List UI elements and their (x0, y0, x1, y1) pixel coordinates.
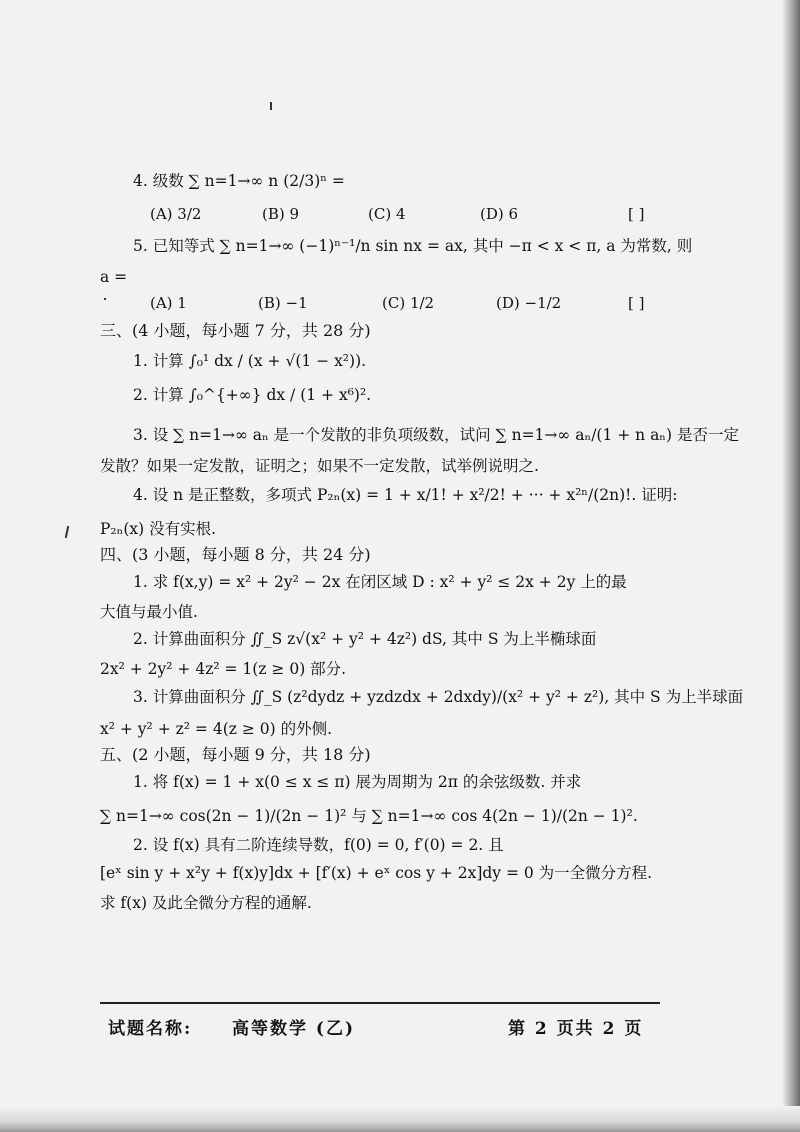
scan-shadow-bottom (0, 1106, 800, 1132)
footer-label: 试题名称: (108, 1019, 193, 1039)
section-3-question-4: 4. 设 n 是正整数，多项式 P₂ₙ(x) = 1 + x/1! + x²/2! + ··· + x²ⁿ/(2n)!. 证明: (133, 486, 678, 504)
section-4-question-2: 2. 计算曲面积分 ∬_S z√(x² + y² + 4z²) dS, 其中 S 为上半椭球面 (133, 630, 597, 648)
section-3-question-3: 3. 设 ∑ n=1→∞ aₙ 是一个发散的非负项级数，试问 ∑ n=1→∞ aₙ/(1 + n aₙ) 是否一定 (133, 426, 739, 444)
section-5-question-2-end: 求 f(x) 及此全微分方程的通解. (100, 894, 312, 912)
section-4-title: 四、(3 小题，每小题 8 分，共 24 分) (100, 545, 371, 564)
scan-shadow-right (782, 0, 800, 1132)
section-3-question-3-cont: 发散？如果一定发散，证明之；如果不一定发散，试举例说明之. (100, 457, 539, 475)
question-5-tail: a = (100, 268, 128, 286)
footer-rule (100, 1002, 660, 1004)
scan-speck (104, 298, 106, 300)
section-3-question-1: 1. 计算 ∫₀¹ dx / (x + √(1 − x²)). (133, 352, 367, 370)
question-4: 4. 级数 ∑ n=1→∞ n (2/3)ⁿ = (133, 172, 345, 190)
section-5-title: 五、(2 小题，每小题 9 分，共 18 分) (100, 745, 371, 764)
question-5: 5. 已知等式 ∑ n=1→∞ (−1)ⁿ⁻¹/n sin nx = ax, 其中 −π < x < π, a 为常数, 则 (133, 237, 693, 255)
answer-bracket: [ ] (628, 294, 645, 312)
footer-course-name: 高等数学 (乙) (232, 1019, 356, 1039)
scan-speck (270, 102, 272, 110)
section-3-question-2: 2. 计算 ∫₀^{+∞} dx / (1 + x⁶)². (133, 386, 372, 404)
option-d: (D) −1/2 (496, 294, 562, 312)
section-3-title: 三、(4 小题，每小题 7 分，共 28 分) (100, 321, 371, 340)
option-c: (C) 1/2 (382, 294, 435, 312)
section-5-question-2-cont: [eˣ sin y + x²y + f(x)y]dx + [f′(x) + eˣ cos y + 2x]dy = 0 为一全微分方程. (100, 864, 653, 882)
section-5-question-2: 2. 设 f(x) 具有二阶连续导数，f(0) = 0, f′(0) = 2. 且 (133, 836, 504, 854)
section-4-question-1: 1. 求 f(x,y) = x² + 2y² − 2x 在闭区域 D : x² + y² ≤ 2x + 2y 上的最 (133, 573, 627, 591)
scan-speck (65, 526, 69, 538)
footer-page-number: 第 2 页共 2 页 (508, 1019, 644, 1039)
option-d: (D) 6 (480, 205, 519, 223)
option-a: (A) 3/2 (150, 205, 202, 223)
answer-bracket: [ ] (628, 205, 645, 223)
option-b: (B) 9 (262, 205, 300, 223)
section-4-question-3-cont: x² + y² + z² = 4(z ≥ 0) 的外侧. (100, 720, 333, 738)
section-5-question-1-cont: ∑ n=1→∞ cos(2n − 1)/(2n − 1)² 与 ∑ n=1→∞ cos 4(2n − 1)/(2n − 1)². (100, 807, 638, 825)
option-c: (C) 4 (368, 205, 406, 223)
section-5-question-1: 1. 将 f(x) = 1 + x(0 ≤ x ≤ π) 展为周期为 2π 的余弦级数. 并求 (133, 773, 582, 791)
section-4-question-1-cont: 大值与最小值. (100, 603, 198, 621)
section-4-question-2-cont: 2x² + 2y² + 4z² = 1(z ≥ 0) 部分. (100, 660, 347, 678)
section-3-question-4-cont: P₂ₙ(x) 没有实根. (100, 520, 217, 538)
section-4-question-3: 3. 计算曲面积分 ∬_S (z²dydz + yzdzdx + 2dxdy)/(x² + y² + z²), 其中 S 为上半球面 (133, 688, 744, 706)
option-a: (A) 1 (150, 294, 187, 312)
option-b: (B) −1 (258, 294, 308, 312)
